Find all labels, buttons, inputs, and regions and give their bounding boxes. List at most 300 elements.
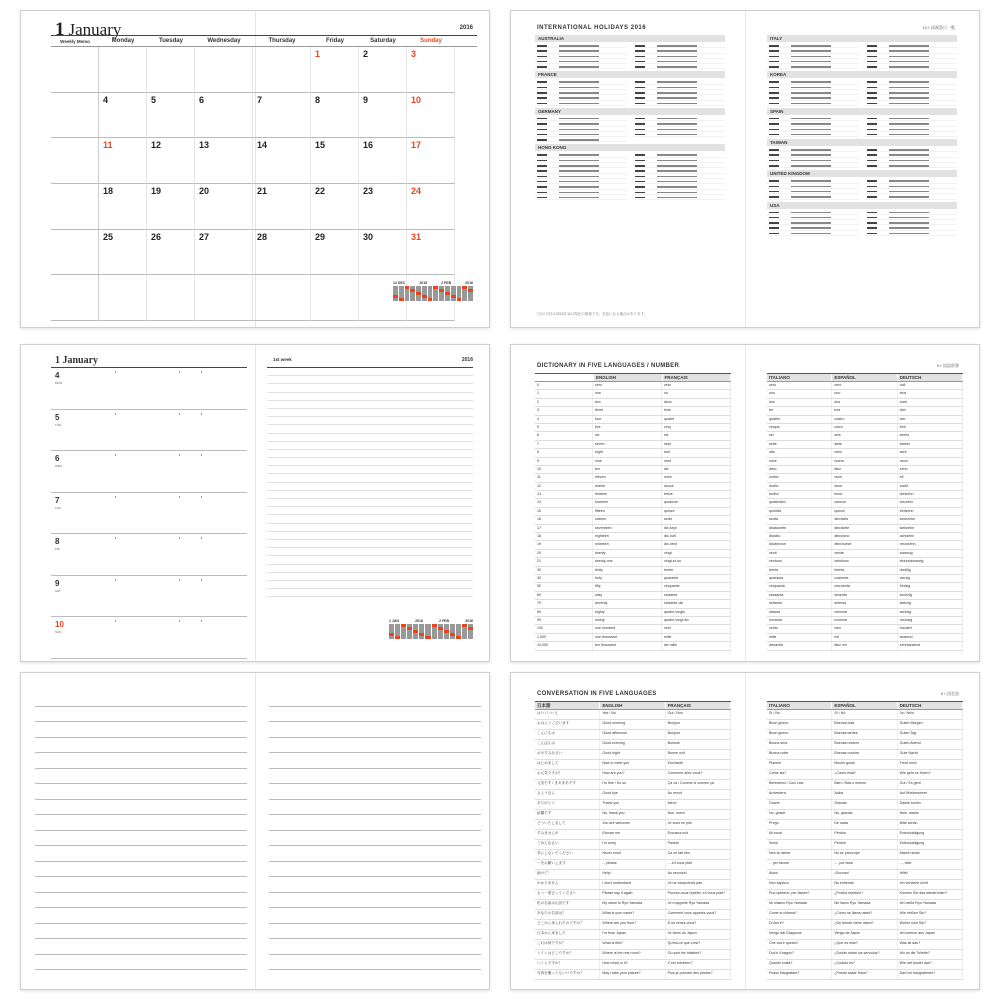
row-cell: Comment vous appelez-vous?: [666, 910, 731, 919]
row-cell: Scusi: [767, 840, 832, 849]
row-cell: Buenas noches: [832, 750, 897, 759]
holiday-row: [767, 64, 859, 69]
row-cell: ochenta: [832, 609, 897, 616]
table-row: [535, 634, 731, 642]
time-tick: [115, 371, 116, 373]
row-cell: ..., bitte: [898, 860, 963, 869]
ruled-line: [269, 908, 481, 924]
table-row: [535, 491, 731, 499]
row-key: 7: [535, 441, 593, 448]
note-line: [267, 401, 473, 409]
table-row: [767, 617, 963, 625]
ruled-line: [269, 691, 481, 707]
number-dictionary-title: DICTIONARY IN FIVE LANGUAGES / NUMBER: [537, 363, 680, 369]
row-cell: vierzig: [898, 575, 963, 582]
row-cell: dix: [662, 466, 731, 473]
row-cell: quinze: [662, 508, 731, 515]
row-cell: dieci: [767, 466, 832, 473]
ruled-line: [269, 784, 481, 800]
row-key: 15: [535, 508, 593, 515]
mini-calendars: [393, 281, 473, 315]
row-cell: ¿Cómo se llama usted?: [832, 910, 897, 919]
row-cell: Macht nichts: [898, 850, 963, 859]
row-cell: Help!: [600, 870, 665, 879]
table-row: [767, 432, 963, 440]
row-cell: ¿Cuánto es?: [832, 960, 897, 969]
row-cell: eighteen: [593, 533, 662, 540]
holiday-section: [767, 202, 957, 236]
row-cell: tausend: [898, 634, 963, 641]
table-row: [767, 870, 963, 880]
table-row: [767, 780, 963, 790]
mini-day-mark: [462, 298, 467, 301]
holiday-section: [767, 139, 957, 168]
row-key: 1,000: [535, 634, 593, 641]
table-header: [535, 374, 731, 382]
time-tick: [179, 413, 180, 415]
day-cell: [359, 230, 407, 276]
table-row: [535, 483, 731, 491]
row-cell: siebzehn: [898, 525, 963, 532]
day-cell: [359, 93, 407, 139]
table-row: [535, 750, 731, 760]
note-line: [267, 466, 473, 474]
row-cell: cento: [767, 625, 832, 632]
row-cell: Excuse me: [600, 830, 665, 839]
row-cell: Che cos'è questo?: [767, 940, 832, 949]
column-header: ITALIANO: [767, 374, 831, 381]
ruled-line: [35, 862, 247, 878]
column-header: ITALIANO: [767, 702, 831, 709]
row-cell: Non fa niente: [767, 850, 832, 859]
row-cell: ～をお願いします: [535, 860, 600, 869]
time-tick: [179, 537, 180, 539]
table-row: [767, 800, 963, 810]
day-number: 24: [411, 186, 422, 196]
day-number: 21: [257, 186, 268, 196]
table-row: [767, 790, 963, 800]
row-cell: Good night: [600, 750, 665, 759]
day-cell: [311, 93, 359, 139]
table-row: [535, 780, 731, 790]
table-row: [767, 634, 963, 642]
ruled-line: [269, 769, 481, 785]
row-cell: ten: [593, 466, 662, 473]
row-cell: nineteen: [593, 541, 662, 548]
row-cell: cinco: [832, 424, 897, 431]
row-cell: quaranta: [767, 575, 832, 582]
table-row: [535, 840, 731, 850]
weekly-title: 1 January: [55, 355, 99, 366]
weekly-mini-left-label: 1 JAN: [389, 619, 399, 623]
weekday-header-wednesday: Wednesday: [207, 38, 241, 44]
year-label: 2016: [459, 25, 473, 31]
notes-lines-right: [269, 691, 481, 975]
row-cell: eighty: [593, 609, 662, 616]
row-cell: diez mil: [832, 642, 897, 649]
table-row: [767, 583, 963, 591]
column-header: ESPAÑOL: [832, 702, 896, 709]
page-gutter: [255, 345, 256, 661]
row-cell: ¿Puedo sacar fotos?: [832, 970, 897, 979]
row-cell: fourteen: [593, 499, 662, 506]
table-row: [535, 930, 731, 940]
holiday-section-name: USA: [767, 202, 957, 209]
row-key: 13: [535, 491, 593, 498]
row-cell: zehntausend: [898, 642, 963, 649]
row-key: 100: [535, 625, 593, 632]
row-cell: No entiendo: [832, 880, 897, 889]
holidays-footnote: *注の日付は2015年11月現在の情報です。変更になる場合があります。: [537, 312, 648, 316]
row-cell: mille: [767, 634, 832, 641]
holiday-section-name: KOREA: [767, 71, 957, 78]
row-cell: ごめんなさい: [535, 840, 600, 849]
weekday-date: 6: [55, 454, 60, 463]
table-row: [767, 890, 963, 900]
table-row: [535, 940, 731, 950]
mini-day-mark: [413, 636, 418, 639]
row-cell: Where is the rest room?: [600, 950, 665, 959]
time-tick: [115, 620, 116, 622]
row-cell: Comment allez-vous?: [666, 770, 731, 779]
holiday-section: [535, 71, 725, 105]
row-cell: fifty: [593, 583, 662, 590]
table-row: [535, 850, 731, 860]
note-line: [267, 589, 473, 597]
day-cell: [407, 138, 455, 184]
ruled-line: [269, 831, 481, 847]
row-cell: Prego: [767, 820, 832, 829]
note-line: [267, 442, 473, 450]
row-cell: thirteen: [593, 491, 662, 498]
mini-day-mark: [401, 636, 406, 639]
row-cell: Guten Morgen: [898, 720, 963, 729]
table-row: [767, 558, 963, 566]
note-line: [267, 474, 473, 482]
row-key: 9: [535, 458, 593, 465]
table-row: [767, 880, 963, 890]
day-cell: [407, 230, 455, 276]
row-cell: fünfzig: [898, 583, 963, 590]
table-row: [535, 820, 731, 830]
table-row: [767, 609, 963, 617]
table-row: [535, 399, 731, 407]
row-cell: two: [593, 399, 662, 406]
row-cell: sechzig: [898, 592, 963, 599]
row-cell: sixty: [593, 592, 662, 599]
time-tick: [179, 371, 180, 373]
row-key: 3: [535, 407, 593, 414]
row-cell: onze: [662, 474, 731, 481]
weekly-year: 2016: [461, 357, 473, 363]
row-cell: einundzwanzig: [898, 558, 963, 565]
row-cell: sesenta: [832, 592, 897, 599]
row-cell: What is this?: [600, 940, 665, 949]
day-cell: [99, 230, 147, 276]
day-cell: [359, 47, 407, 93]
note-line: [267, 507, 473, 515]
weekly-memo-header: Weekly Memo: [60, 39, 90, 44]
table-row: [535, 499, 731, 507]
table-row: [535, 567, 731, 575]
row-cell: Yes / No: [600, 710, 665, 719]
memo-cell: [51, 230, 99, 276]
row-cell: Buenas tardes: [832, 730, 897, 739]
row-cell: Never mind: [600, 850, 665, 859]
table-row: [535, 800, 731, 810]
holiday-rows: [767, 178, 957, 199]
row-key: 1: [535, 390, 593, 397]
holiday-section: [767, 108, 957, 137]
row-cell: elf: [898, 474, 963, 481]
day-cell: [195, 184, 253, 230]
holiday-rows: [767, 43, 957, 69]
holiday-row: [865, 194, 957, 199]
row-cell: deux: [662, 399, 731, 406]
ruled-line: [35, 769, 247, 785]
row-cell: un: [662, 390, 731, 397]
holiday-row: [767, 101, 859, 106]
row-cell: uno: [767, 390, 832, 397]
row-cell: I'm fine / So so: [600, 780, 665, 789]
weekday-name: TUE: [55, 422, 61, 427]
page-gutter: [745, 345, 746, 661]
row-cell: seventy: [593, 600, 662, 607]
holiday-row: [865, 132, 957, 137]
row-cell: I'm from Japan: [600, 930, 665, 939]
day-cell: [195, 230, 253, 276]
weekday-date: 8: [55, 537, 60, 546]
table-row: [767, 499, 963, 507]
note-line: [267, 499, 473, 507]
row-cell: treize: [662, 491, 731, 498]
table-row: [767, 720, 963, 730]
ruled-line: [35, 753, 247, 769]
table-row: [767, 390, 963, 398]
conversation-page: [510, 672, 980, 990]
holiday-row: [865, 163, 957, 168]
mini-day-mark: [439, 298, 444, 301]
table-row: [535, 533, 731, 541]
row-cell: diciassette: [767, 525, 832, 532]
day-cell: [311, 230, 359, 276]
row-cell: Ça va / Comme ci comme ça: [666, 780, 731, 789]
day-cell: [147, 138, 195, 184]
row-cell: Ich komme aus Japan: [898, 930, 963, 939]
page-gutter: [745, 673, 746, 989]
table-row: [535, 642, 731, 650]
row-cell: seize: [662, 516, 731, 523]
holidays-page: [510, 10, 980, 328]
row-cell: douze: [662, 483, 731, 490]
table-row: [535, 720, 731, 730]
row-cell: Je vous en prie: [666, 820, 731, 829]
day-cell: [253, 184, 311, 230]
note-line: [267, 409, 473, 417]
row-cell: Je ne comprends pas: [666, 880, 731, 889]
weekday-date: 4: [55, 371, 60, 380]
weekday-header-tuesday: Tuesday: [159, 38, 183, 44]
time-tick: [179, 620, 180, 622]
row-cell: ninety: [593, 617, 662, 624]
ruled-line: [269, 924, 481, 940]
weekday-header-sunday: Sunday: [420, 38, 442, 44]
table-row: [767, 920, 963, 930]
day-number: 3: [411, 49, 417, 59]
row-cell: ottanta: [767, 609, 832, 616]
row-cell: Au secours!: [666, 870, 731, 879]
row-cell: Thank you: [600, 800, 665, 809]
table-row: [767, 483, 963, 491]
row-cell: twenty: [593, 550, 662, 557]
row-key: 70: [535, 600, 593, 607]
row-cell: mil: [832, 634, 897, 641]
weekly-mini-right-year: 2016: [465, 619, 473, 623]
weekly-mini-right-label: 2 FEB: [439, 619, 450, 623]
row-cell: soixante: [662, 592, 731, 599]
day-cell: [407, 93, 455, 139]
row-key: 50: [535, 583, 593, 590]
row-cell: eins: [898, 390, 963, 397]
row-cell: drei: [898, 407, 963, 414]
row-cell: zehn: [898, 466, 963, 473]
row-cell: すみませんが: [535, 830, 600, 839]
holiday-section-name: GERMANY: [535, 108, 725, 115]
mini-day-mark: [399, 298, 404, 301]
holiday-row: [633, 132, 725, 137]
row-cell: Piacere: [767, 760, 832, 769]
column-header: DEUTSCH: [898, 374, 962, 381]
weekday-name: THU: [55, 505, 62, 510]
holiday-row: [865, 231, 957, 236]
row-cell: Bonjour: [666, 720, 731, 729]
mini-day-mark: [389, 636, 394, 639]
mini-day-mark: [457, 298, 462, 301]
ruled-line: [269, 846, 481, 862]
row-cell: catorce: [832, 499, 897, 506]
ruled-line: [269, 738, 481, 754]
row-cell: five: [593, 424, 662, 431]
row-cell: Je m'appelle Ryo Yamada: [666, 900, 731, 909]
row-cell: ¿Dónde están los servicios?: [832, 950, 897, 959]
row-cell: De nada: [832, 820, 897, 829]
row-cell: Guten Abend: [898, 740, 963, 749]
mini-day-mark: [395, 636, 400, 639]
row-key: 90: [535, 617, 593, 624]
row-cell: hundert: [898, 625, 963, 632]
mini-day-mark: [393, 298, 398, 301]
row-cell: zéro: [662, 382, 731, 389]
row-cell: ¿Cómo está?: [832, 770, 897, 779]
row-cell: Buona notte: [767, 750, 832, 759]
row-key: 10: [535, 466, 593, 473]
note-line: [267, 458, 473, 466]
ruled-line: [269, 862, 481, 878]
day-number: 23: [363, 186, 374, 196]
row-cell: eight: [593, 449, 662, 456]
holiday-section: [767, 170, 957, 199]
row-cell: Ça ne fait rien: [666, 850, 731, 859]
mini-day-mark: [468, 298, 473, 301]
row-cell: ... please: [600, 860, 665, 869]
row-cell: Ja / Nein: [898, 710, 963, 719]
holidays-title: INTERNATIONAL HOLIDAYS 2016: [537, 25, 647, 31]
weekday-row: [51, 410, 247, 452]
page-gutter: [255, 673, 256, 989]
table-row: [767, 930, 963, 940]
row-cell: Come si chiama?: [767, 910, 832, 919]
note-line: [267, 581, 473, 589]
day-number: 9: [363, 94, 369, 105]
column-header: FRANÇAIS: [666, 702, 730, 709]
row-cell: Bonne nuit: [666, 750, 731, 759]
day-cell: [195, 275, 253, 321]
note-line: [267, 548, 473, 556]
header-spacer: [535, 374, 593, 381]
holiday-row: [767, 132, 859, 137]
week-label: 1st week: [273, 357, 292, 362]
weekday-header: [51, 35, 477, 47]
row-cell: Buenos días: [832, 720, 897, 729]
row-cell: ¿De dónde viene usted?: [832, 920, 897, 929]
row-cell: ..., por favor: [832, 860, 897, 869]
table-row: [767, 575, 963, 583]
row-cell: ¿Qué es esto?: [832, 940, 897, 949]
table-row: [535, 449, 731, 457]
row-cell: fünf: [898, 424, 963, 431]
row-cell: tredici: [767, 491, 832, 498]
row-cell: veinte: [832, 550, 897, 557]
row-cell: cien: [832, 625, 897, 632]
row-cell: Sí / No: [832, 710, 897, 719]
row-cell: treinta: [832, 567, 897, 574]
row-cell: noventa: [832, 617, 897, 624]
holiday-section: [535, 108, 725, 142]
holiday-rows: [535, 152, 725, 200]
row-cell: ocho: [832, 449, 897, 456]
row-cell: dreizehn: [898, 491, 963, 498]
row-key: 16: [535, 516, 593, 523]
number-dictionary-tag: 5ヶ国語辞書: [936, 363, 959, 368]
day-number: 31: [411, 231, 422, 242]
holiday-row: [865, 101, 957, 106]
mini-day-mark: [450, 636, 455, 639]
table-header: [767, 374, 963, 382]
holiday-rows: [767, 79, 957, 105]
weekday-name: SAT: [55, 588, 61, 593]
row-cell: Può ripeterlo, per favore?: [767, 890, 832, 899]
ruled-line: [269, 955, 481, 971]
row-cell: sette: [767, 441, 832, 448]
table-row: [535, 920, 731, 930]
row-cell: Bonsoir: [666, 740, 731, 749]
day-number: 28: [257, 231, 268, 242]
row-cell: いくらですか？: [535, 960, 600, 969]
row-cell: sieben: [898, 441, 963, 448]
row-cell: Perdón: [832, 840, 897, 849]
row-cell: diez: [832, 466, 897, 473]
time-tick: [201, 454, 202, 456]
row-key: 19: [535, 541, 593, 548]
note-line: [267, 368, 473, 376]
day-cell: [407, 47, 455, 93]
row-cell: four: [593, 416, 662, 423]
day-cell: [99, 47, 147, 93]
weekly-planner-page: [20, 344, 490, 662]
day-number: 19: [151, 186, 162, 196]
day-cell: [253, 275, 311, 321]
ruled-line: [269, 722, 481, 738]
